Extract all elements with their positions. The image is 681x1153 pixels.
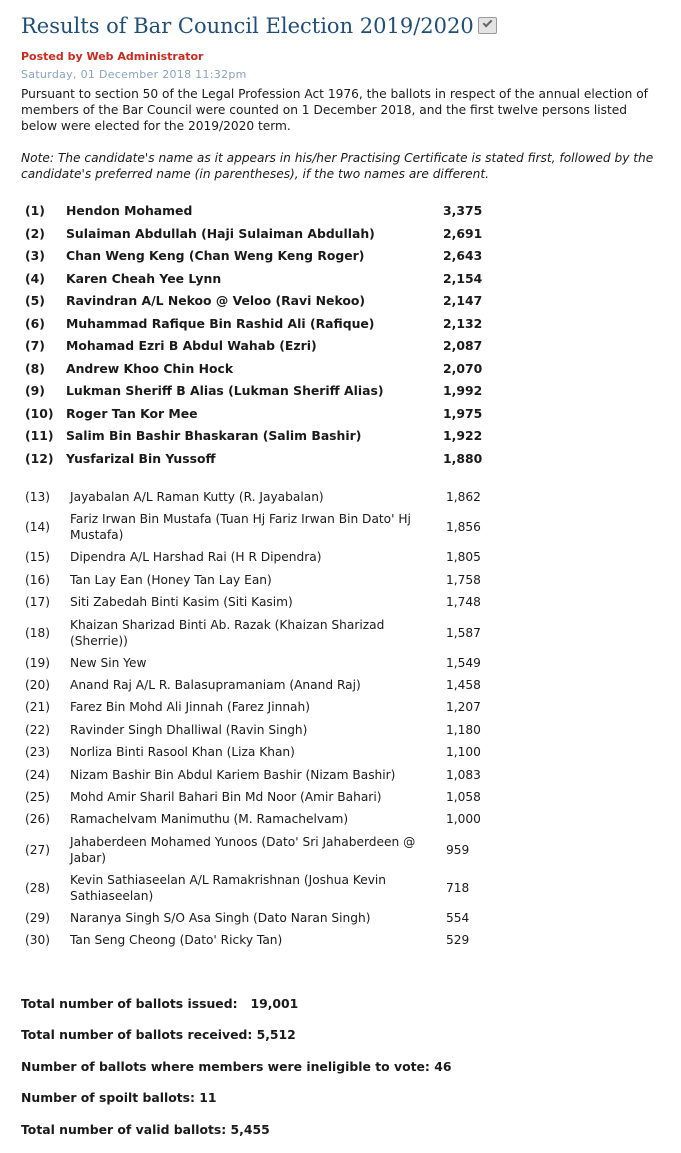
candidate-row xyxy=(25,546,505,568)
candidate-votes: 1,880 xyxy=(443,450,483,466)
valid-ballots: Total number of valid ballots: 5,455 xyxy=(21,1121,270,1137)
candidate-votes: 529 xyxy=(446,933,470,948)
candidate-name: Nizam Bashir Bin Abdul Kariem Bashir (Nizam Bashir) xyxy=(70,767,396,782)
elected-list xyxy=(25,200,505,470)
candidate-name: Hendon Mohamed xyxy=(66,203,193,218)
candidate-row xyxy=(25,652,505,674)
candidate-votes: 2,147 xyxy=(443,293,483,308)
candidate-rank: (19) xyxy=(25,655,51,670)
candidate-row xyxy=(25,569,505,591)
candidate-rank: (14) xyxy=(25,520,51,535)
candidate-rank: (3) xyxy=(25,248,45,263)
candidate-rank: (6) xyxy=(25,315,45,331)
candidate-votes: 1,975 xyxy=(443,405,483,421)
total-issued: Total number of ballots issued: 19,001 xyxy=(21,996,299,1011)
candidate-name: Tan Lay Ean (Honey Tan Lay Ean) xyxy=(70,572,272,587)
candidate-rank: (16) xyxy=(25,572,51,587)
candidate-name: Karen Cheah Yee Lynn xyxy=(66,270,222,286)
spoilt-ballots: Number of spoilt ballots: 11 xyxy=(21,1090,217,1106)
ballot-totals xyxy=(21,996,661,1153)
candidate-votes: 1,992 xyxy=(443,383,483,398)
candidate-row xyxy=(25,591,505,613)
candidate-rank: (18) xyxy=(25,625,51,640)
candidate-rank: (17) xyxy=(25,595,51,610)
candidate-row xyxy=(25,268,505,291)
total-received: Total number of ballots received: 5,512 xyxy=(21,1027,296,1043)
candidate-name: Siti Zabedah Binti Kasim (Siti Kasim) xyxy=(70,595,293,610)
candidate-rank: (23) xyxy=(25,745,51,760)
candidate-row xyxy=(25,403,505,426)
candidate-row xyxy=(25,358,505,381)
candidate-rank: (29) xyxy=(25,910,51,925)
posted-by: Posted by Web Administrator xyxy=(21,50,204,63)
candidate-rank: (10) xyxy=(25,405,54,421)
candidate-rank: (20) xyxy=(25,677,51,692)
candidate-name: Kevin Sathiaseelan A/L Ramakrishnan (Joshua Kevin Sathiaseelan) xyxy=(70,872,387,903)
candidate-name: Andrew Khoo Chin Hock xyxy=(66,360,234,376)
candidate-row xyxy=(25,380,505,403)
candidate-row xyxy=(25,741,505,763)
candidate-votes: 2,087 xyxy=(443,338,483,353)
post-date: Saturday, 01 December 2018 11:32pm xyxy=(21,68,247,81)
note-paragraph: Note: The candidate's name as it appears in his/her Practising Certificate is stated first, followed by the candidate's preferred name (in parentheses), if the two names are different. xyxy=(21,151,654,181)
candidate-rank: (11) xyxy=(25,428,54,443)
candidate-rank: (15) xyxy=(25,550,51,565)
candidate-row xyxy=(25,448,505,471)
edit-icon[interactable] xyxy=(478,17,497,34)
candidate-name: Mohd Amir Sharil Bahari Bin Md Noor (Amir Bahari) xyxy=(70,789,382,804)
candidate-votes: 1,587 xyxy=(446,625,481,640)
candidate-name: Muhammad Rafique Bin Rashid Ali (Rafique) xyxy=(66,315,375,331)
candidate-rank: (1) xyxy=(25,203,45,218)
candidate-rank: (21) xyxy=(25,700,51,715)
intro-paragraph: Pursuant to section 50 of the Legal Profession Act 1976, the ballots in respect of the annual election of members of the Bar Council were counted on 1 December 2018, and the first twelve persons listed below were elected for the 2019/2020 term. xyxy=(21,87,648,133)
candidate-rank: (12) xyxy=(25,450,54,466)
candidate-votes: 2,154 xyxy=(443,270,483,286)
candidate-row xyxy=(25,223,505,246)
ineligible-ballots: Number of ballots where members were ineligible to vote: 46 xyxy=(21,1058,452,1074)
candidate-name: Mohamad Ezri B Abdul Wahab (Ezri) xyxy=(66,338,317,353)
candidate-name: Dipendra A/L Harshad Rai (H R Dipendra) xyxy=(70,550,322,565)
candidate-rank: (26) xyxy=(25,812,51,827)
candidate-rank: (7) xyxy=(25,338,45,353)
candidate-votes: 1,180 xyxy=(446,722,481,737)
candidate-rank: (13) xyxy=(25,490,51,504)
candidate-votes: 2,691 xyxy=(443,225,483,241)
candidate-votes: 1,458 xyxy=(446,677,481,692)
candidate-rank: (27) xyxy=(25,842,51,857)
candidate-name: Roger Tan Kor Mee xyxy=(66,405,198,421)
candidate-rank: (28) xyxy=(25,880,51,895)
candidate-row xyxy=(25,335,505,358)
candidate-name: Ravinder Singh Dhalliwal (Ravin Singh) xyxy=(70,722,308,737)
candidate-votes: 554 xyxy=(446,910,470,925)
candidate-name: Farez Bin Mohd Ali Jinnah (Farez Jinnah) xyxy=(70,700,311,715)
candidate-votes: 2,070 xyxy=(443,360,483,376)
candidate-name: Norliza Binti Rasool Khan (Liza Khan) xyxy=(70,745,295,760)
candidate-name: Naranya Singh S/O Asa Singh (Dato Naran Singh) xyxy=(70,910,371,925)
candidate-row xyxy=(25,764,505,786)
candidate-row xyxy=(25,808,505,830)
candidate-votes: 2,132 xyxy=(443,315,483,331)
candidate-row xyxy=(25,786,505,808)
candidate-row xyxy=(25,200,505,223)
candidate-votes: 718 xyxy=(446,880,470,895)
candidate-rank: (22) xyxy=(25,722,51,737)
candidate-name: Lukman Sheriff B Alias (Lukman Sheriff Alias) xyxy=(66,383,384,398)
candidate-votes: 1,058 xyxy=(446,789,481,804)
candidate-votes: 1,805 xyxy=(446,550,481,565)
candidate-name: Jayabalan A/L Raman Kutty (R. Jayabalan) xyxy=(70,490,324,504)
candidate-votes: 1,207 xyxy=(446,700,481,715)
candidate-row xyxy=(25,929,505,951)
candidate-rank: (24) xyxy=(25,767,51,782)
candidate-votes: 1,100 xyxy=(446,745,481,760)
candidate-rank: (8) xyxy=(25,360,45,376)
candidate-votes: 1,748 xyxy=(446,595,481,610)
candidate-rank: (2) xyxy=(25,225,45,241)
candidate-votes: 1,549 xyxy=(446,655,481,670)
candidate-row xyxy=(25,245,505,268)
candidate-votes: 1,862 xyxy=(446,490,481,504)
candidate-name: Ramachelvam Manimuthu (M. Ramachelvam) xyxy=(70,812,349,827)
candidate-name: New Sin Yew xyxy=(70,655,147,670)
candidate-votes: 1,856 xyxy=(446,520,481,535)
page-title xyxy=(21,14,497,38)
candidate-name: Anand Raj A/L R. Balasupramaniam (Anand Raj) xyxy=(70,677,361,692)
candidate-rank: (9) xyxy=(25,383,45,398)
other-candidates-list xyxy=(25,486,505,951)
candidate-rank: (5) xyxy=(25,293,45,308)
candidate-row xyxy=(25,290,505,313)
candidate-name: Salim Bin Bashir Bhaskaran (Salim Bashir) xyxy=(66,428,362,443)
candidate-row xyxy=(25,674,505,696)
candidate-votes: 1,922 xyxy=(443,428,483,443)
candidate-name: Tan Seng Cheong (Dato' Ricky Tan) xyxy=(70,933,283,948)
candidate-row xyxy=(25,696,505,718)
candidate-name: Fariz Irwan Bin Mustafa (Tuan Hj Fariz Irwan Bin Dato' Hj Mustafa) xyxy=(70,512,411,543)
candidate-row xyxy=(25,831,505,869)
candidate-row xyxy=(25,907,505,929)
candidate-row xyxy=(25,719,505,741)
candidate-name: Chan Weng Keng (Chan Weng Keng Roger) xyxy=(66,248,365,263)
candidate-votes: 2,643 xyxy=(443,248,483,263)
candidate-rank: (4) xyxy=(25,270,45,286)
candidate-name: Jahaberdeen Mohamed Yunoos (Dato' Sri Jahaberdeen @ Jabar) xyxy=(70,834,416,865)
candidate-name: Khaizan Sharizad Binti Ab. Razak (Khaizan Sharizad (Sherrie)) xyxy=(70,617,385,648)
page-title-text: Results of Bar Council Election 2019/2020 xyxy=(21,14,474,38)
candidate-votes: 3,375 xyxy=(443,203,483,218)
candidate-row xyxy=(25,614,505,652)
candidate-name: Ravindran A/L Nekoo @ Veloo (Ravi Nekoo) xyxy=(66,293,366,308)
candidate-votes: 1,000 xyxy=(446,812,481,827)
candidate-rank: (30) xyxy=(25,933,51,948)
candidate-votes: 959 xyxy=(446,842,470,857)
candidate-row xyxy=(25,313,505,336)
candidate-rank: (25) xyxy=(25,789,51,804)
candidate-row xyxy=(25,486,505,508)
candidate-row xyxy=(25,508,505,546)
candidate-votes: 1,758 xyxy=(446,572,481,587)
candidate-row xyxy=(25,869,505,907)
candidate-name: Yusfarizal Bin Yussoff xyxy=(66,450,216,466)
candidate-name: Sulaiman Abdullah (Haji Sulaiman Abdullah) xyxy=(66,225,375,241)
candidate-row xyxy=(25,425,505,448)
candidate-votes: 1,083 xyxy=(446,767,481,782)
